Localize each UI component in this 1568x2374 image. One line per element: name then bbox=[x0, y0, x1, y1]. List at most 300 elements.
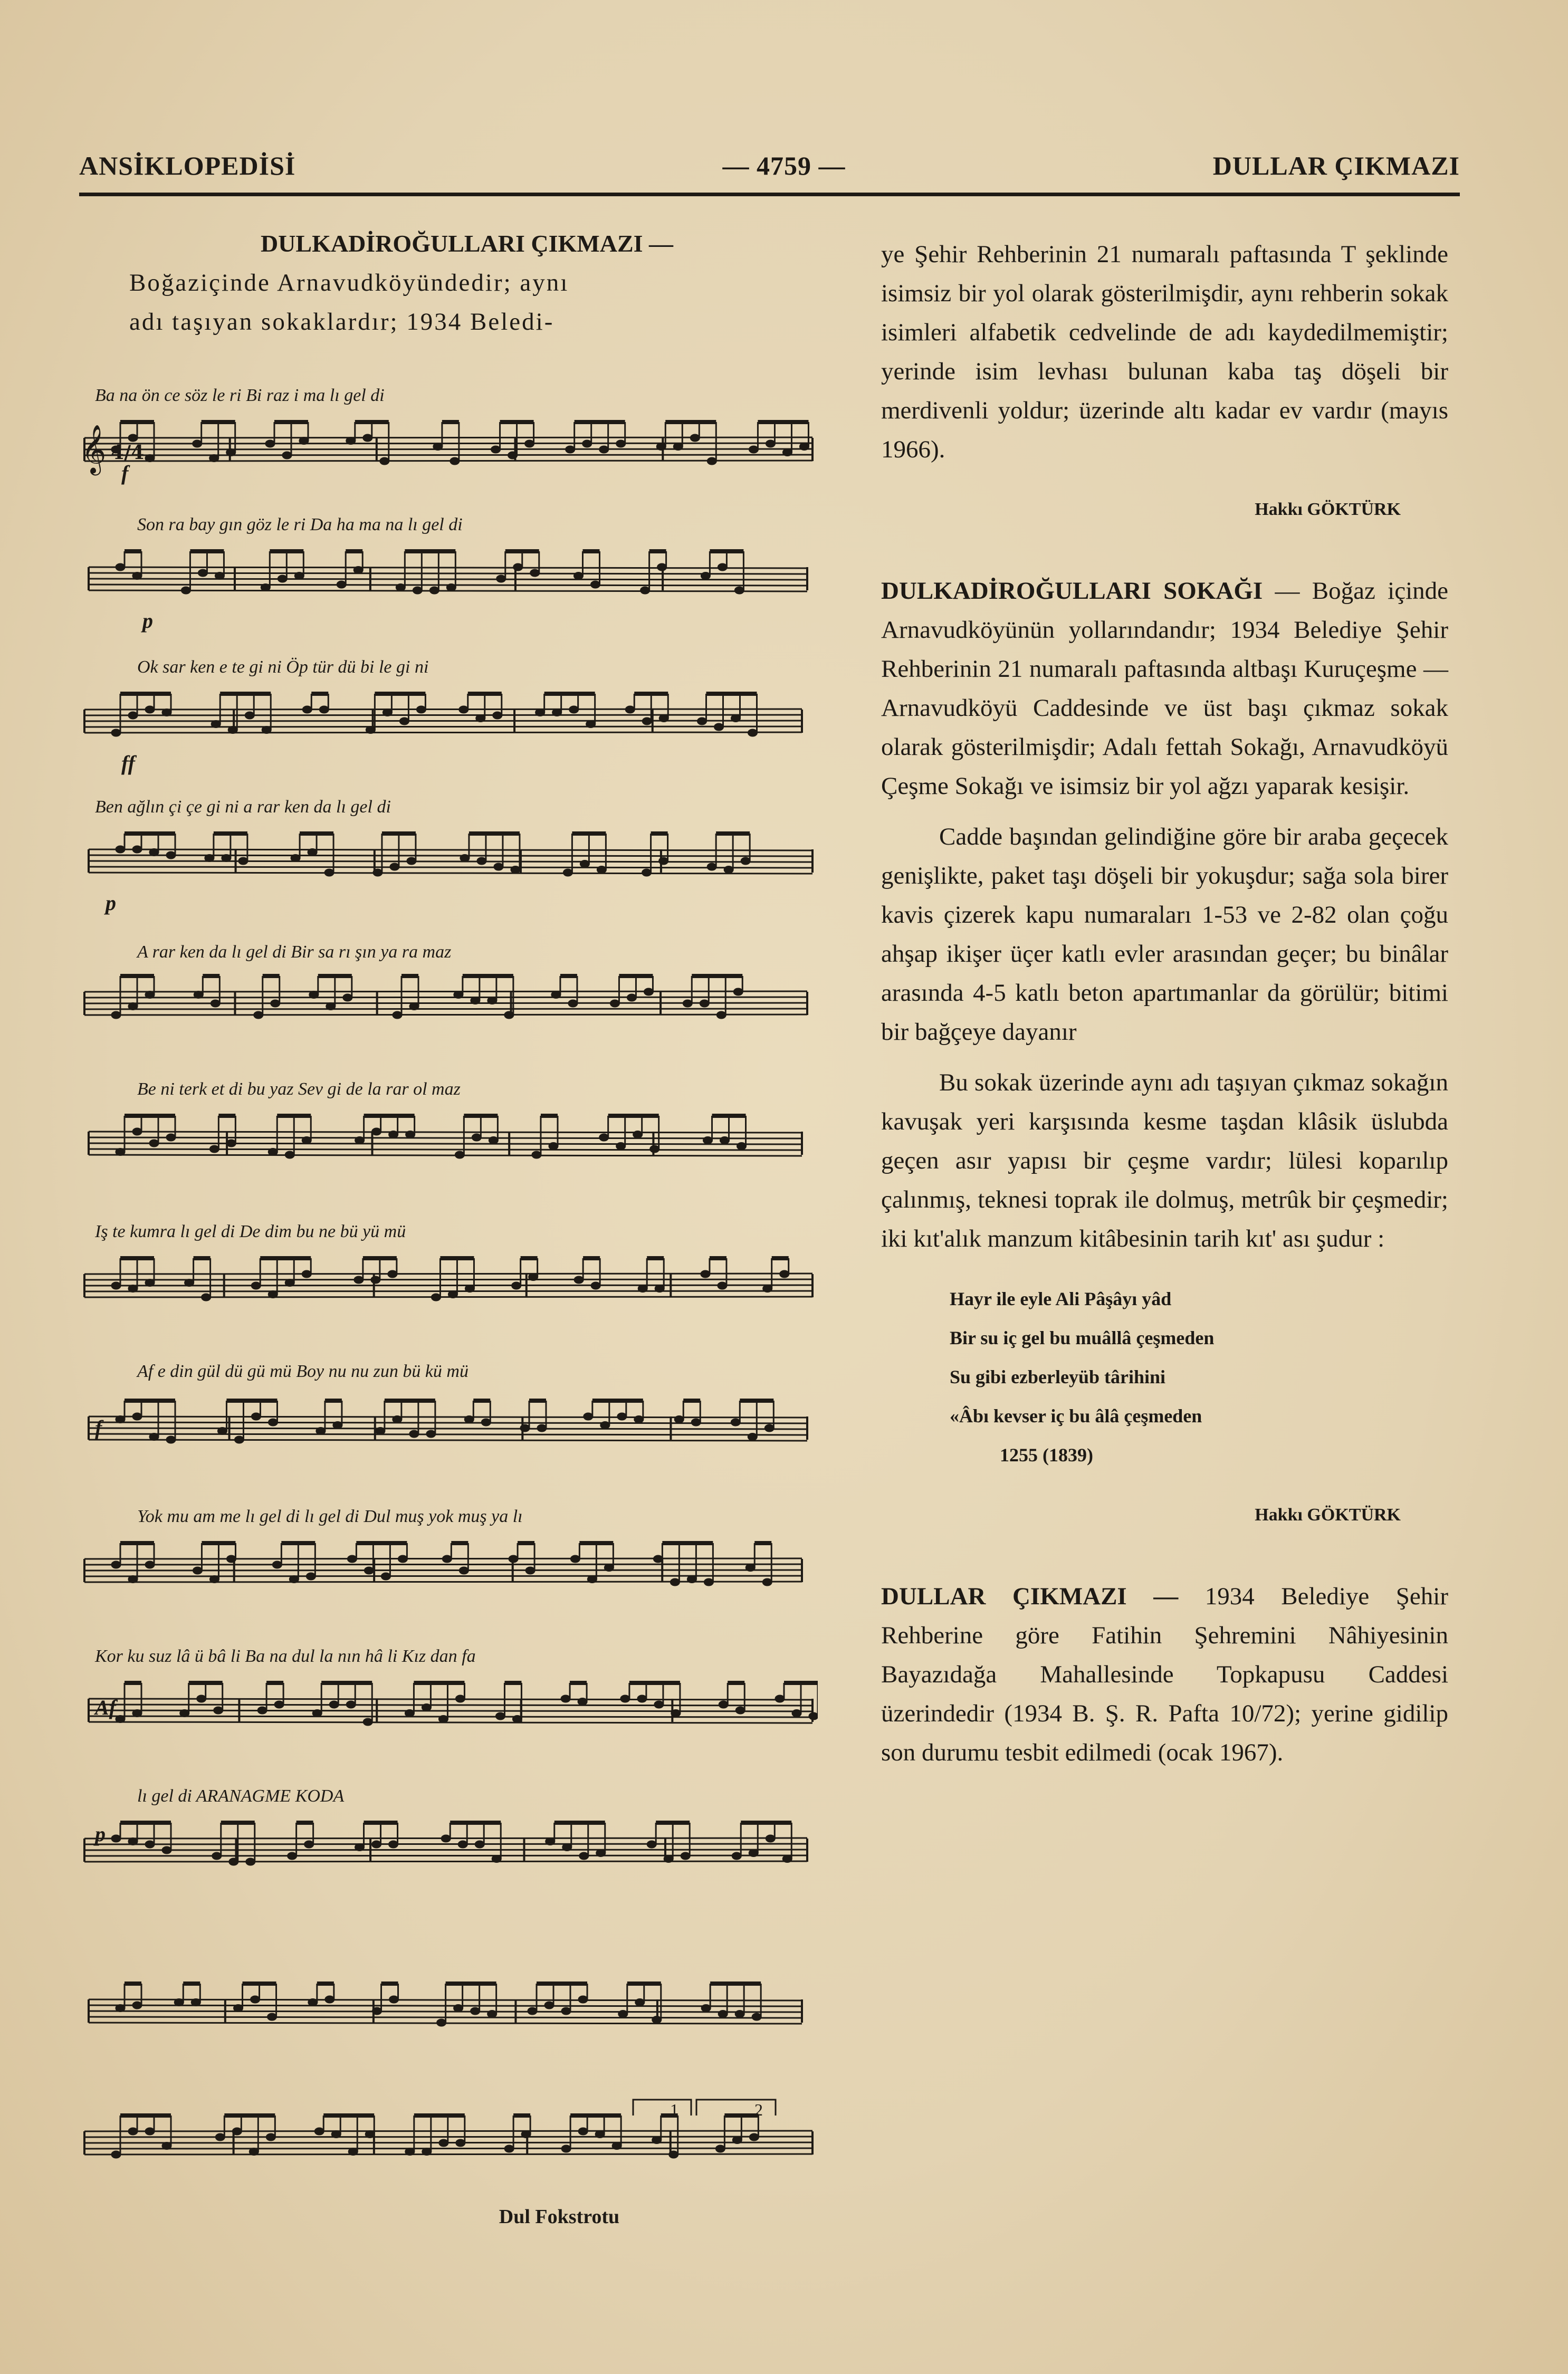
staff-line bbox=[84, 1285, 812, 1286]
note-head bbox=[561, 2145, 571, 2152]
note-head bbox=[455, 1695, 465, 1702]
note-head bbox=[654, 1701, 664, 1708]
note-head bbox=[331, 2131, 341, 2138]
note-head bbox=[329, 1701, 339, 1708]
note-head bbox=[202, 1294, 211, 1301]
sokak-paragraph-2: Cadde başından gelindiğine göre bir araba geçecek genişlikte, paket taşı döşeli bir yokuşdur; sağa sola birer kavis çizerek kapu numaraları 1-53 ve 2-82 olan çoğu ahşap ikişer üçer katlı evler arasından geçer; bu binâlar arasında 4-5 katlı beton apartımanlar da görülür; bitimi bir bağçeye dayanır bbox=[881, 823, 1448, 1046]
note-head bbox=[749, 446, 758, 453]
note-head bbox=[238, 857, 248, 865]
poem-line: Hayr ile eyle Ali Pâşâyı yâd bbox=[950, 1288, 1172, 1309]
note-head bbox=[537, 1424, 547, 1432]
note-head bbox=[355, 1844, 365, 1851]
note-head bbox=[720, 1137, 730, 1144]
note-head bbox=[455, 1151, 464, 1159]
note-head bbox=[128, 1003, 138, 1010]
note-head bbox=[326, 1003, 336, 1010]
note-head bbox=[234, 2005, 243, 2012]
note-head bbox=[655, 1285, 664, 1293]
note-head bbox=[149, 1140, 159, 1147]
note-head bbox=[246, 1858, 255, 1865]
volta-number: 1 bbox=[670, 2100, 678, 2119]
note-head bbox=[587, 1576, 597, 1583]
note-head bbox=[595, 2131, 605, 2138]
note-head bbox=[372, 2007, 382, 2015]
note-head bbox=[775, 1695, 785, 1702]
note-head bbox=[732, 2137, 742, 2144]
note-head bbox=[493, 712, 502, 719]
note-head bbox=[185, 1279, 194, 1287]
lyric-line: Be ni terk et di bu yaz Sev gi de la rar ol maz bbox=[137, 1079, 461, 1099]
treble-clef-icon: 𝄞 bbox=[81, 424, 107, 473]
note-head bbox=[278, 575, 287, 582]
lyric-line: Kor ku suz lâ ü bâ li Ba na dul la nın hâ li Kız dan fa bbox=[95, 1647, 476, 1666]
note-head bbox=[226, 1555, 236, 1563]
note-head bbox=[521, 2131, 531, 2138]
note-head bbox=[198, 569, 207, 577]
note-head bbox=[274, 1701, 284, 1708]
staff-line bbox=[89, 1155, 802, 1156]
note-head bbox=[617, 1413, 627, 1420]
left-text-line-2: Boğaziçinde Arnavudköyündedir; aynı bbox=[129, 269, 569, 296]
note-head bbox=[652, 2137, 662, 2144]
note-head bbox=[215, 572, 224, 580]
note-head bbox=[782, 1855, 792, 1863]
note-head bbox=[393, 1416, 402, 1423]
note-head bbox=[304, 1841, 314, 1848]
note-head bbox=[145, 991, 155, 999]
note-head bbox=[355, 1137, 365, 1144]
dullar-cikmazi-entry bbox=[881, 1577, 1448, 1772]
note-head bbox=[111, 1011, 121, 1019]
note-head bbox=[544, 2002, 554, 2009]
note-head bbox=[413, 587, 422, 594]
note-head bbox=[312, 1710, 322, 1717]
note-head bbox=[640, 587, 650, 594]
note-head bbox=[437, 2019, 446, 2026]
staff-line bbox=[89, 590, 807, 591]
note-head bbox=[763, 1285, 772, 1293]
note-head bbox=[354, 1276, 364, 1284]
note-head bbox=[718, 1282, 727, 1289]
note-head bbox=[448, 1291, 457, 1298]
note-head bbox=[669, 2151, 678, 2158]
note-head bbox=[458, 1841, 467, 1848]
note-head bbox=[748, 1433, 757, 1441]
note-head bbox=[735, 2011, 744, 2018]
note-head bbox=[520, 1424, 530, 1432]
note-head bbox=[257, 1707, 267, 1714]
note-head bbox=[174, 1999, 184, 2006]
note-head bbox=[454, 991, 463, 999]
note-head bbox=[566, 446, 575, 453]
note-head bbox=[745, 1564, 755, 1572]
note-head bbox=[508, 452, 518, 459]
note-head bbox=[211, 1000, 220, 1007]
dulkadirogullari-cikmazi-continuation: ye Şehir Rehberinin 21 numaralı paftasında T şeklinde isimsiz bir yol olarak gösterilmişdir, aynı rehberin sokak isimleri alfabetik cedvelinde de adı kaydedilmemiştir; yerinde isim levhası bulunan kaba taş döşeli bir merdivenli yoldur; üzerinde altı kadar ev vardır (mayıs 1966). bbox=[881, 241, 1448, 463]
note-head bbox=[262, 726, 271, 734]
note-head bbox=[477, 857, 486, 865]
note-head bbox=[162, 2142, 171, 2150]
note-head bbox=[245, 712, 254, 719]
note-head bbox=[209, 455, 219, 462]
note-head bbox=[251, 1413, 261, 1420]
note-head bbox=[285, 1151, 294, 1159]
lyric-line: lı gel di ARANAGME KODA bbox=[137, 1786, 345, 1806]
note-head bbox=[429, 587, 439, 594]
note-head bbox=[234, 1436, 244, 1443]
note-head bbox=[487, 2011, 497, 2018]
note-head bbox=[132, 572, 142, 580]
note-head bbox=[741, 857, 750, 865]
staff-line bbox=[84, 2154, 812, 2155]
dynamic-marking: ff bbox=[121, 751, 135, 775]
note-head bbox=[228, 726, 237, 734]
note-head bbox=[707, 457, 716, 465]
note-head bbox=[365, 2131, 375, 2138]
note-head bbox=[111, 2151, 121, 2158]
staff-line bbox=[89, 867, 812, 868]
staff-line bbox=[84, 726, 802, 727]
note-head bbox=[405, 1710, 414, 1717]
note-head bbox=[612, 2142, 622, 2150]
note-head bbox=[642, 717, 652, 725]
staff-line bbox=[84, 1014, 807, 1015]
note-head bbox=[600, 1422, 610, 1429]
poem-date: 1255 (1839) bbox=[1000, 1444, 1093, 1466]
note-head bbox=[145, 455, 155, 462]
note-head bbox=[561, 1695, 570, 1702]
note-head bbox=[670, 1578, 680, 1586]
note-head bbox=[716, 1011, 726, 1019]
note-head bbox=[674, 1416, 684, 1423]
note-head bbox=[111, 1282, 121, 1289]
note-head bbox=[687, 1576, 696, 1583]
note-head bbox=[635, 1999, 645, 2006]
note-head bbox=[324, 869, 334, 876]
note-head bbox=[111, 1835, 121, 1842]
note-head bbox=[782, 449, 792, 456]
note-head bbox=[495, 1712, 505, 1720]
staff-line bbox=[89, 1143, 802, 1144]
note-head bbox=[496, 575, 506, 582]
volta-bracket bbox=[696, 2100, 776, 2115]
note-head bbox=[226, 1140, 236, 1147]
note-head bbox=[193, 440, 202, 447]
note-head bbox=[714, 723, 723, 731]
dynamic-marking: f bbox=[95, 1416, 102, 1440]
note-head bbox=[211, 721, 221, 728]
note-head bbox=[229, 1858, 238, 1865]
note-head bbox=[409, 1003, 419, 1010]
note-head bbox=[599, 446, 609, 453]
note-head bbox=[438, 1716, 448, 1723]
note-head bbox=[111, 1561, 121, 1568]
note-head bbox=[193, 1567, 202, 1574]
dynamic-marking: p bbox=[142, 609, 153, 633]
staff-line bbox=[84, 1570, 802, 1571]
note-head bbox=[205, 855, 214, 862]
note-head bbox=[128, 434, 138, 442]
note-head bbox=[389, 1841, 398, 1848]
note-head bbox=[191, 1999, 200, 2006]
note-head bbox=[132, 846, 142, 853]
note-head bbox=[288, 1852, 297, 1860]
note-head bbox=[597, 866, 606, 874]
staff-line bbox=[89, 855, 812, 856]
note-head bbox=[456, 2139, 465, 2147]
note-head bbox=[578, 1996, 588, 2003]
note-head bbox=[697, 717, 706, 725]
note-head bbox=[441, 1835, 451, 1842]
staff-line bbox=[84, 709, 802, 710]
note-head bbox=[132, 1128, 142, 1135]
note-head bbox=[561, 2007, 571, 2015]
note-head bbox=[568, 1000, 578, 1007]
note-head bbox=[308, 849, 317, 856]
note-head bbox=[512, 1282, 521, 1289]
note-head bbox=[638, 1285, 647, 1293]
note-head bbox=[551, 991, 561, 999]
note-head bbox=[701, 2005, 711, 2012]
note-head bbox=[308, 1999, 318, 2006]
note-head bbox=[343, 994, 352, 1001]
staff-line bbox=[89, 1710, 812, 1711]
note-head bbox=[780, 1270, 789, 1278]
note-head bbox=[217, 1428, 227, 1435]
note-head bbox=[149, 1433, 159, 1441]
note-head bbox=[596, 1850, 606, 1857]
note-head bbox=[337, 581, 346, 588]
staff-line bbox=[84, 1861, 807, 1862]
note-head bbox=[390, 863, 399, 870]
note-head bbox=[752, 2013, 761, 2021]
left-text-line-3: adı taşıyan sokaklardır; 1934 Beledi- bbox=[129, 308, 554, 336]
note-head bbox=[373, 869, 383, 876]
note-head bbox=[212, 1852, 222, 1860]
note-head bbox=[460, 855, 470, 862]
note-head bbox=[700, 1000, 709, 1007]
note-head bbox=[657, 563, 667, 571]
note-head bbox=[616, 1143, 626, 1150]
poem-line: «Âbı kevser iç bu âlâ çeşmeden bbox=[950, 1405, 1202, 1427]
note-head bbox=[459, 706, 469, 713]
note-head bbox=[376, 1428, 385, 1435]
note-head bbox=[439, 2139, 448, 2147]
note-head bbox=[180, 1710, 189, 1717]
note-head bbox=[724, 866, 733, 874]
staff-line bbox=[84, 997, 807, 998]
note-head bbox=[749, 1850, 758, 1857]
note-head bbox=[209, 1145, 219, 1153]
note-head bbox=[267, 2013, 277, 2021]
note-head bbox=[214, 1707, 223, 1714]
note-head bbox=[232, 2128, 242, 2135]
note-head bbox=[749, 2133, 759, 2141]
note-head bbox=[261, 584, 270, 591]
note-head bbox=[409, 1430, 419, 1438]
note-head bbox=[314, 2128, 324, 2135]
note-head bbox=[299, 437, 309, 445]
note-head bbox=[647, 1841, 656, 1848]
staff-line bbox=[89, 873, 812, 874]
note-head bbox=[599, 1134, 609, 1141]
note-head bbox=[166, 1436, 176, 1443]
note-head bbox=[465, 1285, 474, 1293]
note-head bbox=[346, 437, 356, 445]
sokak-entry-text: — Boğaz içinde Arnavudköyünün yollarındandır; 1934 Belediye Şehir Rehberinin 21 numaralı paftasında altbaşı Kuruçeşme — Arnavudköyü Caddesinde ve üst başı çıkmaz sokak olarak gösterilmişdir; Adalı fettah Sokağı, Arnavudköyü Çeşme Sokağı ve isimsiz bir yol ağzı yaparak kesişir. bbox=[881, 577, 1448, 800]
sheet-music bbox=[74, 380, 818, 2221]
note-head bbox=[569, 706, 579, 713]
note-head bbox=[149, 849, 159, 856]
staff-line bbox=[89, 1434, 807, 1435]
note-head bbox=[215, 2133, 225, 2141]
note-head bbox=[573, 572, 583, 580]
note-head bbox=[642, 869, 652, 876]
lyric-line: Af e din gül dü gü mü Boy nu nu zun bü kü mü bbox=[137, 1362, 469, 1381]
note-head bbox=[637, 1695, 647, 1702]
note-head bbox=[162, 1846, 171, 1854]
note-head bbox=[181, 587, 190, 594]
entry-heading-dullar-cikmazi: DULLAR ÇIKMAZI — bbox=[881, 1583, 1179, 1610]
note-head bbox=[347, 1555, 357, 1563]
note-head bbox=[650, 1145, 659, 1153]
note-head bbox=[226, 449, 236, 456]
entry-heading-dulkadirogullari-sokagi: DULKADİROĞULLARI SOKAĞI bbox=[881, 577, 1263, 605]
note-head bbox=[282, 452, 292, 459]
note-head bbox=[389, 1996, 399, 2003]
fountain-inscription-poem bbox=[950, 1279, 1448, 1475]
note-head bbox=[509, 1555, 518, 1563]
note-head bbox=[271, 1000, 280, 1007]
note-head bbox=[372, 1841, 381, 1848]
note-head bbox=[398, 1555, 407, 1563]
note-head bbox=[570, 1555, 580, 1563]
note-head bbox=[266, 2133, 275, 2141]
note-head bbox=[166, 1134, 176, 1141]
note-head bbox=[582, 440, 592, 447]
note-head bbox=[285, 1279, 294, 1287]
staff-line bbox=[89, 1137, 802, 1138]
note-head bbox=[590, 581, 600, 588]
note-head bbox=[580, 860, 589, 868]
author-signature-2: Hakkı GÖKTÜRK bbox=[1255, 1505, 1401, 1525]
note-head bbox=[302, 706, 312, 713]
note-head bbox=[249, 2148, 259, 2156]
note-head bbox=[475, 1841, 484, 1848]
note-head bbox=[346, 1701, 356, 1708]
staff-line bbox=[89, 1705, 812, 1706]
note-head bbox=[718, 2011, 728, 2018]
note-head bbox=[422, 1704, 431, 1711]
note-head bbox=[715, 2145, 725, 2152]
note-head bbox=[422, 2148, 432, 2156]
note-head bbox=[116, 2005, 125, 2012]
note-head bbox=[620, 1695, 630, 1702]
header-encyclopedia-title: ANSİKLOPEDİSİ bbox=[79, 151, 296, 180]
note-head bbox=[272, 1561, 282, 1568]
note-head bbox=[653, 1555, 663, 1563]
dynamic-marking: p bbox=[95, 1822, 106, 1846]
staff-line bbox=[89, 1149, 802, 1150]
note-head bbox=[145, 2128, 155, 2135]
staff-line bbox=[89, 861, 812, 862]
header-page-number: — 4759 — bbox=[722, 151, 846, 180]
note-head bbox=[735, 1707, 745, 1714]
note-head bbox=[511, 866, 520, 874]
note-head bbox=[733, 988, 743, 995]
staff-line bbox=[84, 2148, 812, 2149]
note-head bbox=[809, 1712, 818, 1720]
note-head bbox=[701, 572, 710, 580]
note-head bbox=[325, 1996, 334, 2003]
staff-line bbox=[89, 579, 807, 580]
note-head bbox=[578, 1698, 587, 1706]
note-head bbox=[766, 440, 775, 447]
staff-line bbox=[89, 1416, 807, 1418]
lyric-line: Ba na ön ce söz le ri Bi raz i ma lı gel di bbox=[95, 386, 385, 405]
note-head bbox=[703, 1137, 713, 1144]
note-head bbox=[128, 2128, 138, 2135]
staff-line bbox=[89, 849, 812, 850]
note-head bbox=[764, 1424, 774, 1432]
note-head bbox=[128, 1285, 138, 1293]
note-head bbox=[416, 706, 426, 713]
note-head bbox=[549, 1143, 558, 1150]
note-head bbox=[683, 1000, 692, 1007]
note-head bbox=[762, 1578, 772, 1586]
note-head bbox=[454, 2005, 463, 2012]
note-head bbox=[625, 706, 635, 713]
note-head bbox=[353, 567, 363, 574]
note-head bbox=[659, 857, 668, 865]
note-head bbox=[673, 443, 683, 451]
staff-line bbox=[89, 1716, 812, 1717]
note-head bbox=[530, 569, 540, 577]
note-head bbox=[578, 2128, 588, 2135]
note-head bbox=[116, 1416, 125, 1423]
note-head bbox=[393, 1011, 402, 1019]
staff-line bbox=[84, 437, 812, 438]
note-head bbox=[251, 1282, 261, 1289]
note-head bbox=[471, 997, 480, 1004]
note-head bbox=[737, 1143, 747, 1150]
note-head bbox=[209, 1576, 219, 1583]
note-head bbox=[132, 2002, 142, 2009]
note-head bbox=[707, 863, 716, 870]
note-head bbox=[251, 1996, 260, 2003]
music-caption-text: Dul Fokstrotu bbox=[499, 2206, 620, 2228]
note-head bbox=[634, 1416, 644, 1423]
note-head bbox=[481, 1419, 491, 1426]
note-head bbox=[656, 443, 666, 451]
note-head bbox=[116, 846, 125, 853]
note-head bbox=[371, 1276, 380, 1284]
header-entry-title: DULLAR ÇIKMAZI bbox=[1212, 151, 1460, 180]
note-head bbox=[563, 869, 572, 876]
note-head bbox=[399, 717, 409, 725]
note-head bbox=[487, 997, 497, 1004]
note-head bbox=[513, 563, 523, 571]
note-head bbox=[132, 1413, 142, 1420]
note-head bbox=[546, 1838, 555, 1845]
note-head bbox=[591, 1282, 600, 1289]
note-head bbox=[504, 1011, 514, 1019]
note-head bbox=[268, 1291, 278, 1298]
note-head bbox=[489, 1137, 498, 1144]
poem-line: Bir su iç gel bu muâllâ çeşmeden bbox=[950, 1327, 1215, 1348]
note-head bbox=[407, 857, 416, 865]
note-head bbox=[525, 1567, 535, 1574]
